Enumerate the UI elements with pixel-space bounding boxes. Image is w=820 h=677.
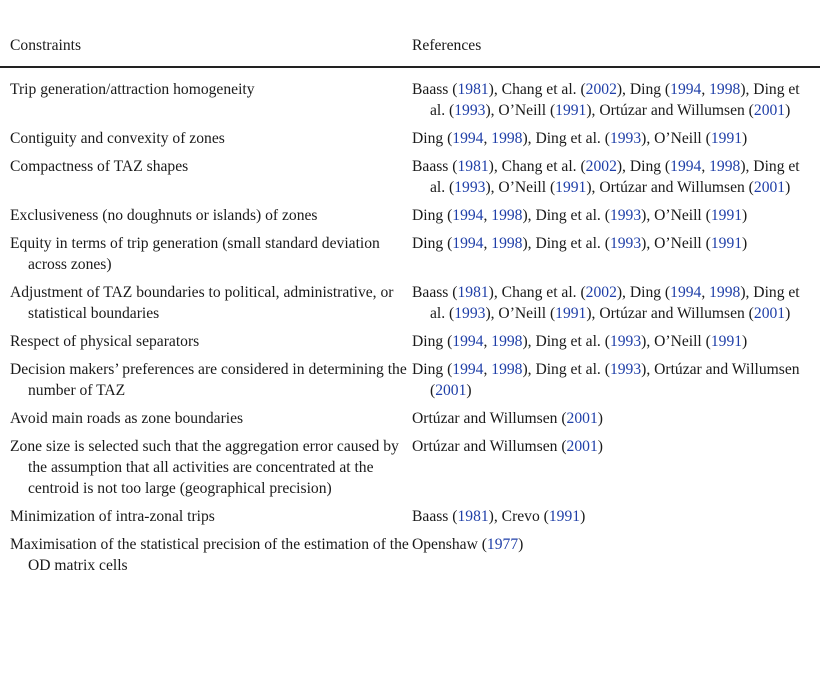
references-cell	[412, 282, 820, 331]
constraint-cell	[0, 67, 412, 128]
citation-text: Ding (	[412, 207, 453, 224]
citation-text: ), O’Neill (	[485, 305, 556, 322]
citation-year-link[interactable]: 1998	[709, 158, 741, 175]
references-text	[412, 534, 820, 555]
citation-text: Ding (	[412, 130, 453, 147]
citation-year-link[interactable]: 2001	[566, 410, 598, 427]
citation-text: ), O’Neill (	[641, 207, 711, 224]
citation-text: ), Ding et al. (	[430, 81, 800, 119]
constraint-cell	[0, 156, 412, 205]
citation-text: ), O’Neill (	[485, 179, 556, 196]
citation-year-link[interactable]: 1991	[555, 102, 587, 119]
citation-year-link[interactable]: 1991	[555, 179, 587, 196]
references-cell	[412, 67, 820, 128]
constraint-text: Compactness of TAZ shapes	[10, 158, 189, 175]
citation-year-link[interactable]: 1991	[710, 130, 743, 147]
citation-year-link[interactable]: 1998	[491, 361, 523, 378]
citation-text: Ding (	[412, 333, 453, 350]
citation-text: )	[742, 207, 748, 224]
citation-text: ,	[483, 361, 492, 378]
table-row	[0, 205, 820, 233]
constraint-text: Equity in terms of trip generation (small standard deviation across zones)	[10, 235, 380, 273]
table-row	[0, 282, 820, 331]
citation-year-link[interactable]: 2001	[435, 382, 467, 399]
table-row	[0, 436, 820, 506]
citation-text: ), Chang et al. (	[488, 158, 586, 175]
references-text	[412, 331, 820, 352]
references-cell	[412, 233, 820, 282]
citation-year-link[interactable]: 1994	[452, 361, 484, 378]
citation-text: )	[580, 508, 586, 525]
constraints-table	[0, 28, 820, 583]
references-cell	[412, 534, 820, 583]
constraint-text: Respect of physical separators	[10, 333, 200, 350]
citation-text: ), Ding (	[616, 158, 671, 175]
citation-year-link[interactable]: 1977	[486, 536, 519, 553]
references-cell	[412, 506, 820, 534]
constraint-text: Exclusiveness (no doughnuts or islands) of zones	[10, 207, 318, 224]
citation-text: ,	[483, 207, 492, 224]
constraint-cell	[0, 359, 412, 408]
table-row	[0, 408, 820, 436]
citation-year-link[interactable]: 1993	[609, 361, 642, 378]
citation-year-link[interactable]: 1991	[710, 207, 743, 224]
citation-text: ), Ding et al. (	[430, 158, 800, 196]
references-text	[412, 79, 820, 121]
citation-year-link[interactable]: 1994	[670, 158, 702, 175]
citation-text: ), O’Neill (	[485, 102, 556, 119]
citation-year-link[interactable]: 2001	[566, 438, 598, 455]
header-row	[0, 28, 820, 67]
citation-year-link[interactable]: 1998	[709, 81, 741, 98]
citation-year-link[interactable]: 1994	[452, 333, 484, 350]
citation-text: )	[785, 102, 791, 119]
references-cell	[412, 436, 820, 506]
citation-year-link[interactable]: 1998	[709, 284, 741, 301]
citation-text: ), Ding (	[616, 81, 671, 98]
table-body	[0, 67, 820, 583]
references-text	[412, 436, 820, 457]
citation-year-link[interactable]: 1991	[548, 508, 581, 525]
citation-year-link[interactable]: 1994	[452, 130, 484, 147]
citation-text: ), Chang et al. (	[488, 284, 586, 301]
citation-text: ), Ding et al. (	[522, 130, 610, 147]
citation-year-link[interactable]: 1991	[710, 333, 743, 350]
citation-year-link[interactable]: 2001	[753, 179, 786, 196]
references-cell	[412, 359, 820, 408]
citation-year-link[interactable]: 2002	[585, 81, 617, 98]
constraint-cell	[0, 534, 412, 583]
citation-year-link[interactable]: 1981	[457, 158, 489, 175]
citation-year-link[interactable]: 1998	[491, 235, 523, 252]
table-row	[0, 534, 820, 583]
citation-year-link[interactable]: 1993	[454, 179, 486, 196]
constraint-text: Maximisation of the statistical precision of the estimation of the OD matrix cells	[10, 536, 409, 574]
constraint-text: Adjustment of TAZ boundaries to political, administrative, or statistical boundaries	[10, 284, 394, 322]
constraint-text: Decision makers’ preferences are considered in determining the number of TAZ	[10, 361, 407, 399]
citation-text: )	[785, 179, 791, 196]
citation-text: ), Ortúzar and Willumsen (	[586, 305, 754, 322]
constraint-cell	[0, 436, 412, 506]
citation-text: ), Ding (	[616, 284, 671, 301]
citation-text: ,	[483, 130, 492, 147]
citation-text: ,	[701, 284, 710, 301]
constraint-cell	[0, 233, 412, 282]
citation-year-link[interactable]: 1993	[609, 130, 642, 147]
column-header-references: References	[412, 28, 820, 67]
table-row	[0, 233, 820, 282]
references-cell	[412, 128, 820, 156]
table-row	[0, 506, 820, 534]
references-cell	[412, 156, 820, 205]
citation-year-link[interactable]: 1991	[710, 235, 743, 252]
citation-text: Baass (	[412, 158, 458, 175]
citation-year-link[interactable]: 1993	[609, 207, 642, 224]
citation-text: ), O’Neill (	[641, 333, 711, 350]
citation-year-link[interactable]: 1993	[609, 333, 642, 350]
constraint-text: Contiguity and convexity of zones	[10, 130, 225, 147]
references-text	[412, 282, 820, 324]
citation-text: ), O’Neill (	[641, 235, 711, 252]
citation-year-link[interactable]: 2001	[753, 305, 786, 322]
citation-year-link[interactable]: 1994	[670, 284, 702, 301]
citation-text: Ortúzar and Willumsen (	[412, 438, 567, 455]
citation-year-link[interactable]: 1993	[454, 102, 486, 119]
citation-year-link[interactable]: 1994	[452, 207, 484, 224]
table-row	[0, 156, 820, 205]
table-row	[0, 128, 820, 156]
table-header	[0, 28, 820, 67]
citation-text: ,	[701, 158, 710, 175]
column-header-constraints: Constraints	[0, 28, 412, 67]
citation-text: Ding (	[412, 361, 453, 378]
citation-text: ,	[483, 333, 492, 350]
citation-text: )	[785, 305, 791, 322]
citation-text: ), Ding et al. (	[522, 207, 610, 224]
table-row	[0, 359, 820, 408]
table-row	[0, 67, 820, 128]
citation-text: ), O’Neill (	[641, 130, 711, 147]
citation-year-link[interactable]: 2001	[753, 102, 786, 119]
citation-year-link[interactable]: 1981	[457, 81, 489, 98]
citation-text: )	[742, 333, 748, 350]
citation-text: )	[742, 235, 748, 252]
citation-text: ), Ding et al. (	[522, 333, 610, 350]
citation-text: Baass (	[412, 284, 458, 301]
constraint-text: Trip generation/attraction homogeneity	[10, 81, 255, 98]
references-cell	[412, 331, 820, 359]
citation-year-link[interactable]: 1994	[670, 81, 702, 98]
citation-text: ), Ding et al. (	[522, 235, 610, 252]
citation-text: ), Crevo (	[488, 508, 549, 525]
constraint-cell	[0, 506, 412, 534]
references-text	[412, 506, 820, 527]
references-text	[412, 359, 820, 401]
citation-text: )	[518, 536, 524, 553]
citation-year-link[interactable]: 1998	[491, 333, 523, 350]
citation-text: Baass (	[412, 81, 458, 98]
references-text	[412, 156, 820, 198]
citation-year-link[interactable]: 2002	[585, 158, 617, 175]
citation-text: )	[742, 130, 748, 147]
citation-year-link[interactable]: 1998	[491, 207, 523, 224]
citation-text: ,	[483, 235, 492, 252]
citation-text: Ding (	[412, 235, 453, 252]
constraint-cell	[0, 205, 412, 233]
citation-text: ), Ding et al. (	[430, 284, 800, 322]
citation-text: ), Chang et al. (	[488, 81, 586, 98]
constraint-text: Zone size is selected such that the aggregation error caused by the assumption that all activities are concentrated at the centroid is not too large (geographical precision)	[10, 438, 399, 497]
constraint-text: Minimization of intra-zonal trips	[10, 508, 215, 525]
citation-year-link[interactable]: 2002	[585, 284, 617, 301]
constraint-cell	[0, 331, 412, 359]
references-cell	[412, 408, 820, 436]
references-text	[412, 128, 820, 149]
references-text	[412, 408, 820, 429]
references-cell	[412, 205, 820, 233]
citation-text: ,	[701, 81, 710, 98]
citation-year-link[interactable]: 1994	[452, 235, 484, 252]
constraint-cell	[0, 408, 412, 436]
citation-year-link[interactable]: 1981	[457, 508, 489, 525]
citation-year-link[interactable]: 1993	[454, 305, 486, 322]
citation-text: Baass (	[412, 508, 458, 525]
citation-year-link[interactable]: 1981	[457, 284, 489, 301]
constraint-cell	[0, 282, 412, 331]
citation-text: )	[597, 438, 603, 455]
citation-text: ), Ortúzar and Willumsen (	[430, 361, 800, 399]
references-text	[412, 205, 820, 226]
citation-text: )	[597, 410, 603, 427]
citation-text: ), Ding et al. (	[522, 361, 610, 378]
citation-year-link[interactable]: 1993	[609, 235, 642, 252]
citation-year-link[interactable]: 1998	[491, 130, 523, 147]
citation-text: ), Ortúzar and Willumsen (	[586, 179, 754, 196]
citation-text: ), Ortúzar and Willumsen (	[586, 102, 754, 119]
table-row	[0, 331, 820, 359]
constraint-cell	[0, 128, 412, 156]
citation-text: Ortúzar and Willumsen (	[412, 410, 567, 427]
citation-text: Openshaw (	[412, 536, 487, 553]
citation-text: )	[466, 382, 472, 399]
citation-year-link[interactable]: 1991	[555, 305, 587, 322]
constraint-text: Avoid main roads as zone boundaries	[10, 410, 244, 427]
references-text	[412, 233, 820, 254]
